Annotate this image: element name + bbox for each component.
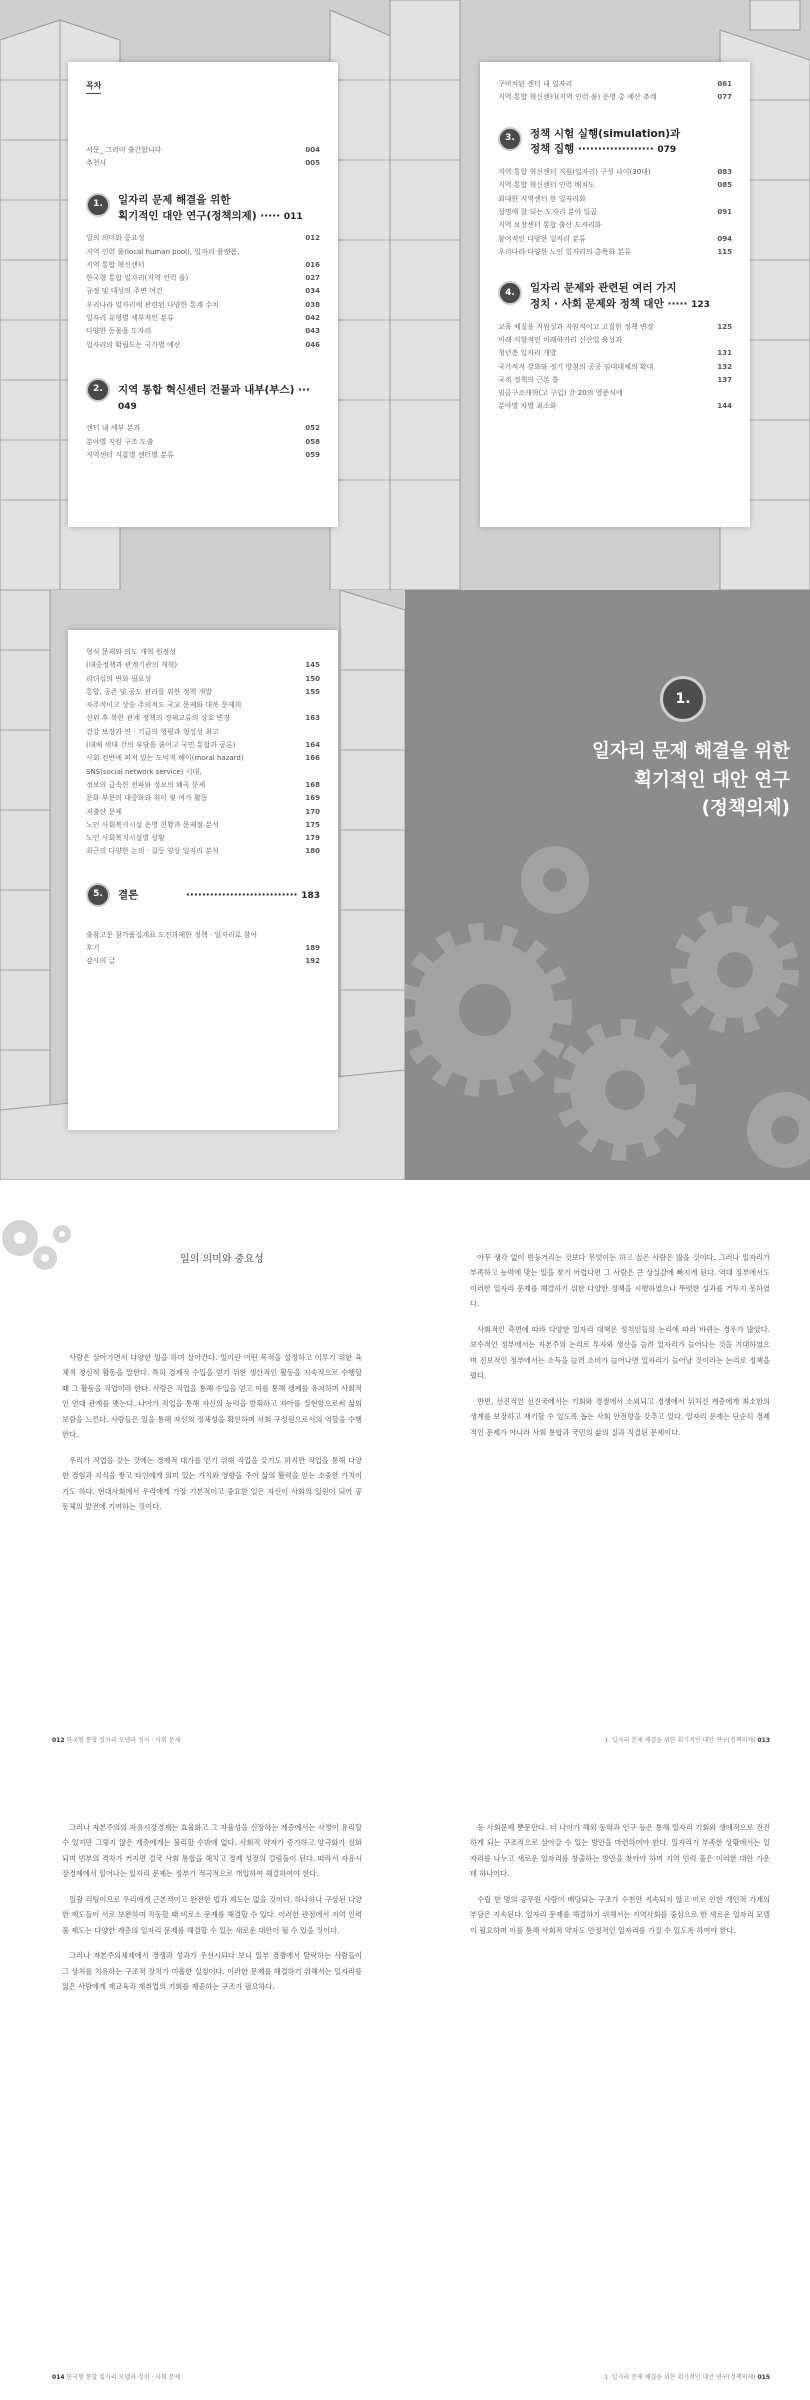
page-footer-left: 012 한국형 통합 일자리 모델과 정치 · 사회 문제 bbox=[52, 1737, 181, 1744]
section-number-badge: 4. bbox=[498, 281, 522, 305]
toc-entry[interactable]: 저출산 문제 170 bbox=[86, 807, 320, 816]
toc-page-1 bbox=[68, 62, 338, 527]
toc-entry[interactable]: 미래 지향적인 미래하거리 신산업 육성과 bbox=[498, 335, 622, 344]
toc-entry[interactable]: 임금구조개혁(고 구입) 간 20의 영준식에 bbox=[498, 389, 623, 398]
text-spread-1 bbox=[0, 1180, 810, 1800]
toc-entry[interactable]: 지역 통합 혁신센터 016 bbox=[86, 260, 320, 269]
toc-entry[interactable]: 노인 사회복지시설 운영 현황과 문제점 분석 175 bbox=[86, 820, 320, 829]
toc-entry[interactable]: 다양한 동물을 도자리 043 bbox=[86, 327, 320, 336]
toc-entry[interactable]: 규정 및 대상의 주변 여건 034 bbox=[86, 287, 320, 296]
toc-section-4-items bbox=[498, 321, 732, 414]
toc-entry[interactable]: 교육 체질을 지원성과 자원적이고 고질한 정책 변경 125 bbox=[498, 322, 732, 331]
page-footer-right: 1. 일자리 문제 해결을 위한 획기적인 대안 연구(정책의제) 015 bbox=[604, 2374, 770, 2381]
section-number-badge: 5. bbox=[86, 883, 110, 907]
section-number-badge: 1. bbox=[86, 193, 110, 217]
toc-entry[interactable]: 최대한 지역센터 한 일자리화 bbox=[498, 194, 586, 203]
body-text-left: 사람은 살아가면서 다양한 일을 하며 살아간다. 일이란 어떤 목적을 설정하고 이루기 위한 육체적 정신적 활동을 말한다. 특히 경제적 수입을 얻기 위한 생산적인 활동을 지속적으로 수행할 때 그 활동을 직업이라 한다. 사람은 직업을 통해 수입을 얻고 이를 통해 생계를 유지하며 사회적인 연대 관계를 맺는다. 나아가 직업을 통해 자신의 능력을 발휘하고 자아를 실현함으로써 삶의 보람을 느낀다. 사람들은 일을 통해 자신의 정체성을 확인하며 사회 구성원으로서의 역할을 수행한다. 우리가 직업을 갖는 것에는 경제적 대가를 얻기 위해 직업을 갖기도 하지만 직업을 통해 다양한 경험과 지식을 쌓고 타인에게 의미 있는 가치와 영향을 주어 삶의 활력을 얻는 소중한 가치이기도 하다. 현대사회에서 우리에게 가장 기본적이고 중요한 일은 자신이 사회의 일원이 되어 공동체의 발전에 기여하는 것이다. bbox=[62, 1353, 362, 1512]
toc-entry[interactable]: 감사의 글 192 bbox=[86, 957, 320, 966]
toc-heading: 목차 bbox=[86, 78, 101, 94]
toc-section-1[interactable]: 1. 일자리 문제 해결을 위한 획기적인 대안 연구(정책의제) ····· 011 bbox=[86, 193, 320, 225]
page-footer-right: 1. 일자리 문제 해결을 위한 획기적인 대안 연구(정책의제) 013 bbox=[604, 1737, 770, 1744]
toc-entry[interactable]: 서문_ 그러미 출간합니다 004 bbox=[86, 146, 320, 155]
text-spread-2 bbox=[0, 1810, 810, 2400]
toc-entry[interactable]: 후기 189 bbox=[86, 944, 320, 953]
toc-entry[interactable]: 분야별 지원 구조 도출 058 bbox=[86, 437, 320, 446]
toc-entry[interactable]: 지역 보장센터 통합 출산 도자리화 bbox=[498, 221, 602, 230]
toc-entry[interactable]: 지역 인력 풀(local human pool), 일자리 플랫폼, bbox=[86, 247, 240, 256]
toc-entry[interactable]: 일의 의미와 중요성 012 bbox=[86, 234, 320, 243]
toc-entry[interactable]: 정보의 급속한 전파와 정보의 왜곡 문제 168 bbox=[86, 780, 320, 789]
toc-entry[interactable]: 구비처된 센터 내 일자리 061 bbox=[498, 80, 732, 88]
gear-decoration bbox=[405, 590, 810, 1180]
toc-entry[interactable]: 국가적지 강화와 정기 방침의 공공 임대대체의 확대 132 bbox=[498, 362, 732, 371]
chapter-title: 일자리 문제 해결을 위한 획기적인 대안 연구 (정책의제) bbox=[591, 741, 790, 820]
toc-entry[interactable]: 설명에 잘 되는 도자리 분야 일곱 091 bbox=[498, 207, 732, 216]
toc-spread-2 bbox=[0, 590, 810, 1180]
toc-entry[interactable]: 노인 사회복지시설별 상황 179 bbox=[86, 834, 320, 843]
section-number-badge: 2. bbox=[86, 378, 110, 402]
toc-section-3-items bbox=[498, 166, 732, 259]
gear-icon bbox=[0, 1210, 140, 1290]
toc-entry[interactable]: 청년층 일자리 개발 131 bbox=[498, 349, 732, 358]
toc-entry[interactable]: 문화 부문의 대중화와 취미 및 여가 활동 169 bbox=[86, 794, 320, 803]
toc-entry[interactable]: 한국형 통합 일자리(지역 인력 풀) 027 bbox=[86, 274, 320, 283]
toc-page-3 bbox=[68, 630, 338, 1130]
toc-entry[interactable]: (대체 세대 간의 부담을 줄이고 국민 통합과 공론) 164 bbox=[86, 741, 320, 750]
toc-entry[interactable]: 우리나라 일자리에 관련된 다양한 통계 수치 038 bbox=[86, 300, 320, 309]
toc-section-2[interactable]: 2. 지역 통합 혁신센터 건물과 내부(부스) ··· 049 bbox=[86, 378, 320, 415]
toc-entry[interactable]: 센터 내 세부 분과 052 bbox=[86, 424, 320, 433]
body-text-left: 그러나 자본주의의 자유시장경제는 효율화고 그 자율성을 신장하는 계층에서는 사정이 유리할 수 있지만 그렇지 않은 계층에게는 불리할 수밖에 없다. 사회적 약자가 증가하고 양극화가 심화되며 빈부의 격차가 커지면 결국 사회 통합을 해치고 경제 성장의 걸림돌이 된다. 따라서 자유시장경제에서 일어나는 일자리 문제는 정부가 적극적으로 개입하여 해결하여야 한다. 일괄 리팅이므로 우리에게 근본적이고 완전한 법과 제도는 없을 것이다. 하나하나 구상된 다양한 제도들이 서로 보완하며 작동할 때 비로소 문제를 해결할 수 있다. 이러한 관점에서 지역 인력 풀 제도는 다양한 계층의 일자리 문제를 해결할 수 있는 새로운 대안이 될 수 있을 것이다. 그러나 자본주의체제에서 경쟁과 성과가 우선시되다 보니 일부 경쟁에서 탈락하는 사람들이 그 상처를 치유하는 구조적 장치가 미흡한 실정이다. 이러한 문제를 해결하기 위해서는 일자리를 잃은 사람에게 재교육과 재취업의 기회를 제공하는 구조가 필요하다. bbox=[62, 1823, 362, 1992]
toc-section-4[interactable]: 4. 일자리 문제와 관련된 여러 가지 정치 · 사회 문제와 정책 대안 ····· 123 bbox=[498, 281, 732, 313]
toc-entry[interactable]: 분야별 차별 최소화 144 bbox=[498, 402, 732, 411]
toc-entry[interactable]: (대중정책과 관계기관의 개혁) 145 bbox=[86, 661, 320, 670]
toc-entry[interactable]: 추천사 005 bbox=[86, 159, 320, 168]
toc-entry[interactable]: 사회 전반에 퍼져 있는 도덕적 해이(moral hazard) 166 bbox=[86, 754, 320, 763]
toc-entry[interactable]: 통합, 공존 및 공도 관리를 위한 정책 개발 155 bbox=[86, 687, 320, 696]
chapter-divider-page bbox=[405, 590, 810, 1180]
toc-section-2-items bbox=[86, 422, 320, 462]
toc-entry[interactable]: 일자리의 확립도는 국가별 예산 046 bbox=[86, 340, 320, 349]
toc-entry[interactable]: 지역 통합 혁신센터 직원(일자리) 구성 나이(30대) 083 bbox=[498, 168, 732, 177]
body-text-right: 아무 생각 없이 빈둥거리는 것보다 무엇이든 하고 싶은 사람은 많을 것이다. 그러나 일자리가 부족하고 능력에 맞는 일을 찾기 어렵다면 그 사람은 큰 상실감에 빠지게 된다. 역대 정부에서도 이러한 일자리 문제를 해결하기 위한 다양한 정책을 시행하였으나 뚜렷한 성과를 거두지 못하였다. 사회적인 측면에 따라 다양한 일자리 대책은 정치인들의 논리에 따라 바뀌는 경우가 많았다. 보수적인 정부에서는 자본주의 논리로 투자와 생산을 늘려 일자리가 늘어나는 것을 기대하였으며 진보적인 정부에서는 소득을 늘려 소비가 늘어나면 일자리가 늘어날 것이라는 논리로 정책을 폈다. 반면, 선진적인 선진국에서는 기회와 경쟁에서 소외되고 경쟁에서 뒤처진 계층에게 최소한의 생계를 보장하고 재기할 수 있도록 돕는 사회 안전망을 갖추고 있다. 일자리 문제는 단순히 경제적인 문제가 아니라 사회 통합과 국민의 삶의 질과 직결된 문제이다. bbox=[470, 1253, 770, 1437]
toc-entry[interactable]: SNS(social network service) 시대, bbox=[86, 767, 202, 776]
chapter-number-badge: 1. bbox=[660, 676, 706, 722]
page-footer-left: 014 한국형 통합 일자리 모델과 정치 · 사회 문제 bbox=[52, 2374, 181, 2381]
toc-entry[interactable]: 지역센터 지름별 센터별 분류 059 bbox=[86, 451, 320, 460]
toc-back-matter bbox=[86, 929, 320, 969]
toc-section-1-items bbox=[86, 232, 320, 352]
toc-entry[interactable]: 최근의 다양한 논의 · 갈등 양상 일자리 분석 180 bbox=[86, 847, 320, 856]
toc-entry[interactable]: 형식 문제와 의도 개혁 원정성 bbox=[86, 648, 177, 656]
toc-entry[interactable]: 우리나라 다양한 노인 일자리의 총목화 분류 115 bbox=[498, 247, 732, 256]
body-text-right: 등 사회문제 뿐문만다. 더 나아가 해외 동학과 인구 등은 통해 일자리 기회와 생애적으로 진진하게 되는 구조적으로 살아갈 수 있는 방안을 마련하여야 한다. 일자리가 부족한 상황에서는 일자리를 나누고 새로운 일자리를 창출하는 방안을 찾아야 하며 지역 인력 풀은 이러한 대안 가운데 하나이다. 수립 한 명의 공무원 사람이 배당되는 구조가 수천만 지속되지 않고 이로 인한 개인적 가계의 부담은 지속된다. 일자리 문제를 해결하기 위해서는 지역사회를 중심으로 한 새로운 일자리 모델이 필요하며 이를 통해 사회적 약자도 안정적인 일자리를 가질 수 있도록 하여야 한다. bbox=[470, 1823, 770, 1935]
toc-entry[interactable]: 자주적이고 상승 주의적도 국교 문제와 대북 문제의 bbox=[86, 701, 242, 710]
toc-entry[interactable]: 리더십의 변화 필요성 150 bbox=[86, 674, 320, 683]
toc-entry[interactable]: 지역 통합 혁신센터(지역 인력 풀) 운영 총 예산 추계 077 bbox=[498, 93, 732, 102]
toc-entry[interactable]: 건강 보장과 연 · 기금의 형평과 형성성 최고 bbox=[86, 727, 219, 736]
toc-entry[interactable]: 선위 후 북한 관계 정책의 경제교류의 상호 변경 163 bbox=[86, 714, 320, 723]
toc-entry[interactable]: 참여적인 다양한 일자리 분류 094 bbox=[498, 234, 732, 243]
toc-entry[interactable]: 출참고문 참가품집계표 도전과제한 정책 · 일자리로 참여 bbox=[86, 930, 258, 939]
toc-entry[interactable]: 국적 정책의 근본 틀 137 bbox=[498, 375, 732, 384]
toc-page-2 bbox=[480, 62, 750, 527]
toc-entry[interactable]: 일자리 유형별 세부적인 분류 042 bbox=[86, 314, 320, 323]
toc-section-5[interactable]: 5. 결론 ···························· 183 bbox=[86, 883, 320, 907]
section-title: 일의 의미와 중요성 bbox=[180, 1254, 264, 1265]
section-number-badge: 3. bbox=[498, 127, 522, 151]
toc-spread-1 bbox=[0, 0, 810, 590]
toc-entry[interactable]: 지역 통합 혁신센터 인력 배치도 085 bbox=[498, 181, 732, 190]
toc-section-3[interactable]: 3. 정책 시험 실행(simulation)과 정책 집행 ··················· 079 bbox=[498, 127, 732, 159]
